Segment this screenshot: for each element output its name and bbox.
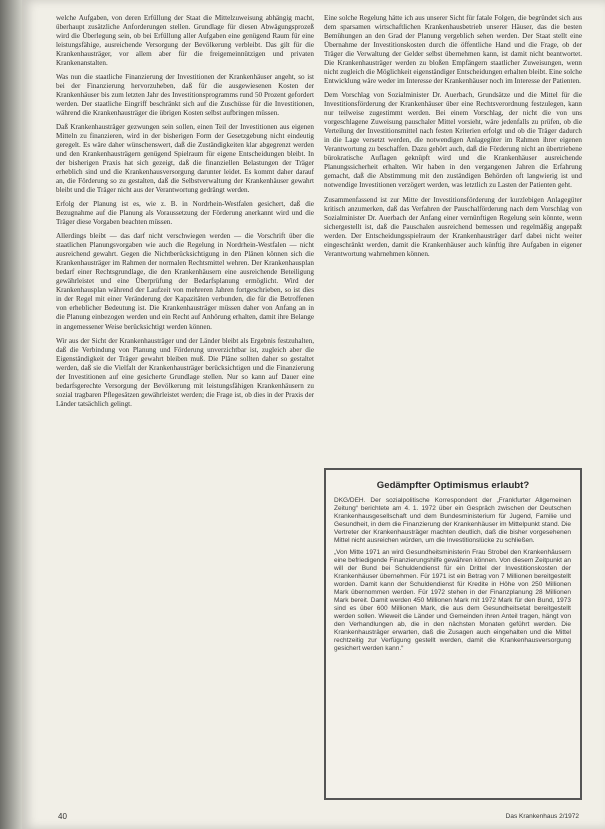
document-page — [22, 0, 605, 829]
sidebar-box — [324, 468, 582, 800]
right-text-column — [324, 14, 582, 264]
sidebar-box-body — [326, 497, 580, 653]
left-paragraph: Wir aus der Sicht der Krankenhausträger und der Länder bleibt als Ergebnis festzuhalten, daß die Verbindung von Planung und Förderung unverzichtbar ist, zugleich aber die Eigenständigkeit der Träger gewahrt bleiben muß. Die Pläne sollten daher so gestaltet werden, daß sie die Vielfalt der Krankenhausträger berücksichtigen und die Finanzierung der Investitionen auf eine gesicherte Grundlage stellen. Nur so kann auf Dauer eine bedarfsgerechte Versorgung der Bevölkerung mit leistungsfähigen Krankenhäusern zu sozial tragbaren Pflegesätzen gewährleistet werden; die Frage ist, ob dies in der Praxis der Länder tatsächlich gelingt. — [56, 336, 314, 408]
sidebar-paragraph: DKG/DEH. Der sozialpolitische Korrespondent der „Frankfurter Allgemeinen Zeitung“ berichtete am 4. 1. 1972 über ein Gespräch zwischen der Deutschen Krankenhausgesellschaft und dem Bundesministerium für Jugend, Familie und Gesundheit, in dem die Finanzierung der Krankenhäuser im Mittelpunkt stand. Die Vertreter der Krankenhausträger machten deutlich, daß die bisher vorgesehenen Mittel nicht ausreichen würden, um die Investitionslücke zu schließen. — [334, 497, 571, 545]
right-paragraph: Zusammenfassend ist zur Mitte der Investitionsförderung der kurzlebigen Anlagegüter kritisch anzumerken, daß das Verfahren der Pauschalförderung nach dem Vorschlag von Sozialminister Dr. Auerbach der Anfang einer vernünftigen Regelung sein könnte, wenn sichergestellt ist, daß die Pauschalen ausreichend bemessen und regelmäßig angepaßt werden. Der Entscheidungsspielraum der Krankenhausträger darf dabei nicht weiter eingeschränkt werden, damit die Krankenhäuser auch künftig ihre Aufgaben in eigener Verantwortung wahrnehmen können. — [324, 196, 582, 259]
page-number: 40 — [58, 812, 67, 821]
right-paragraph: Eine solche Regelung hätte ich aus unserer Sicht für fatale Folgen, die begründet sich aus dem sparsamen wirtschaftlichen Krankenhausbetrieb unserer Häuser, das die besten Bemühungen an den Grad der Planung vergeblich sehen werden. Der Staat stellt eine Übernahme der Investitionskosten durch die öffentliche Hand und die Frage, ob der Träger die Verwaltung der Gelder selbst übernehmen kann, ist damit nicht beantwortet. Die Krankenhausträger werden zu bloßen Empfängern staatlicher Zuweisungen, wenn nicht zugleich die Möglichkeit eigenständiger Entscheidungen erhalten bleibt. Eine solche Entwicklung wäre weder im Interesse der Krankenhäuser noch im Interesse der Patienten. — [324, 14, 582, 86]
left-paragraph: Erfolg der Planung ist es, wie z. B. in Nordrhein-Westfalen gesichert, daß die Bezugnahme auf die Planung als Voraussetzung der Förderung anerkannt wird und die Träger diese Vorgaben beachten müssen. — [56, 200, 314, 227]
left-paragraph: Allerdings bleibt — das darf nicht verschwiegen werden — die Vorschrift über die staatlichen Planungsvorgaben wie auch die Regelung in Nordrhein-Westfalen — nicht ausreichend gewahrt. Gegen die Nichtberücksichtigung in den Plänen können sich die Krankenhausträger im Rahmen der normalen Rechtsmittel wehren. Der Krankenhausplan bedarf einer Rechtsgrundlage, die den Krankenhäusern eine ausreichende Beteiligung gewährleistet und eine Überprüfung der Bedarfsplanung ermöglicht. Wird der Krankenhausplan während der Laufzeit von mehreren Jahren fortgeschrieben, so ist dies in der Regel mit einer Veränderung der Kapazitäten verbunden, die für die Betroffenen von erheblicher Bedeutung ist. Die Krankenhausträger müssen daher von Anfang an in die Planung einbezogen werden und ein Recht auf Anhörung erhalten, damit ihre Belange in angemessener Weise berücksichtigt werden können. — [56, 232, 314, 331]
footer-source: Das Krankenhaus 2/1972 — [505, 813, 579, 820]
left-paragraph: Was nun die staatliche Finanzierung der Investitionen der Krankenhäuser angeht, so ist bei der Finanzierung hervorzuheben, daß für die ausgewiesenen Kosten der Krankenhäuser bis zum letzten Jahr des Investitionsprogramms rund 50 Prozent gefordert werden. Der staatliche Eingriff beschränkt sich auf die Zuschüsse für die Investitionen, während die Krankenhausträger die übrigen Kosten selbst aufbringen müssen. — [56, 73, 314, 118]
left-text-column — [56, 14, 314, 414]
sidebar-paragraph: „Von Mitte 1971 an wird Gesundheitsministerin Frau Strobel den Krankenhäusern eine befriedigende Finanzierungshilfe gewähren können. Von diesem Zeitpunkt an will der Bund bei Schuldendienst für ein Drittel der Investitionskosten der Krankenhäuser übernehmen. Für 1971 ist ein Betrag von 7 Millionen bereitgestellt worden. Damit kann der Schuldendienst für Kredite in Höhe von 250 Millionen Mark übernommen werden. Für 1972 stehen in der Finanzplanung 28 Millionen Mark bereit. Damit werden 450 Millionen Mark mit 1972 Mark für den Bund, 1973 sind es über 600 Millionen Mark, die aus dem Gesundheitsetat bereitgestellt werden sollen. Wieweit die Länder und Gemeinden ihren Anteil tragen, hängt von den Verhandlungen ab, die in den nächsten Monaten geführt werden. Die Krankenhausträger erwarten, daß die Zusagen auch eingehalten und die Mittel rechtzeitig zur Verfügung gestellt werden, damit die Krankenhausversorgung gesichert werden kann.“ — [334, 549, 571, 653]
right-paragraph: Dem Vorschlag von Sozialminister Dr. Auerbach, Grundsätze und die Mittel für die Investitionsförderung der Krankenhäuser über eine Rechtsverordnung festzulegen, kann nur teilweise zugestimmt werden. Bei einem Vorschlag, der nicht die von uns vorgeschlagene Zuweisung pauschaler Mittel vorsieht, wäre jedenfalls zu prüfen, ob die Verteilung der Investitionsmittel nach festen Kriterien erfolgt und ob die Träger dadurch in die Lage versetzt werden, die notwendigen Anlagegüter im Rahmen ihrer eigenen Verantwortung zu beschaffen. Dazu gehört auch, daß die Förderung nicht an übertriebene bürokratische Auflagen geknüpft wird und die Krankenhäuser ausreichende Planungssicherheit erhalten. Wir haben in den vergangenen Jahren die Erfahrung gemacht, daß die Abstimmung mit den zuständigen Behörden oft langwierig ist und notwendige Investitionen verzögert werden, was letztlich zu Lasten der Patienten geht. — [324, 91, 582, 190]
binder-edge — [0, 0, 22, 829]
left-paragraph: welche Aufgaben, von deren Erfüllung der Staat die Mittelzuweisung abhängig macht, überhaupt zusätzliche Anforderungen stellen. Grundlage für diesen Abwägungsprozeß wird die Überlegung sein, ob bei Erfüllung aller Aufgaben eine genügend Raum für eine leistungsfähige, ausreichende Versorgung der Bevölkerung verbleibt. Das gilt für die Krankenhausträger, vor allem aber für die freigemeinnützigen und privaten Krankenanstalten. — [56, 14, 314, 68]
sidebar-box-title: Gedämpfter Optimismus erlaubt? — [376, 480, 530, 491]
left-paragraph: Daß Krankenhausträger gezwungen sein sollen, einen Teil der Investitionen aus eigenen Mitteln zu finanzieren, wird in der bisherigen Form der Gesetzgebung nicht eindeutig geregelt. Es wäre daher wünschenswert, daß die Zuständigkeiten klar abgegrenzt werden und den Krankenhausträgern genügend Spielraum für eigene Entscheidungen bleibt. In der bisherigen Praxis hat sich gezeigt, daß die finanziellen Belastungen der Träger erheblich sind und die Krankenhausversorgung darunter leidet. Es kommt daher darauf an, die Förderung so zu gestalten, daß die Selbstverwaltung der Krankenhäuser gewahrt bleibt und die Träger nicht aus der Verantwortung gedrängt werden. — [56, 123, 314, 195]
